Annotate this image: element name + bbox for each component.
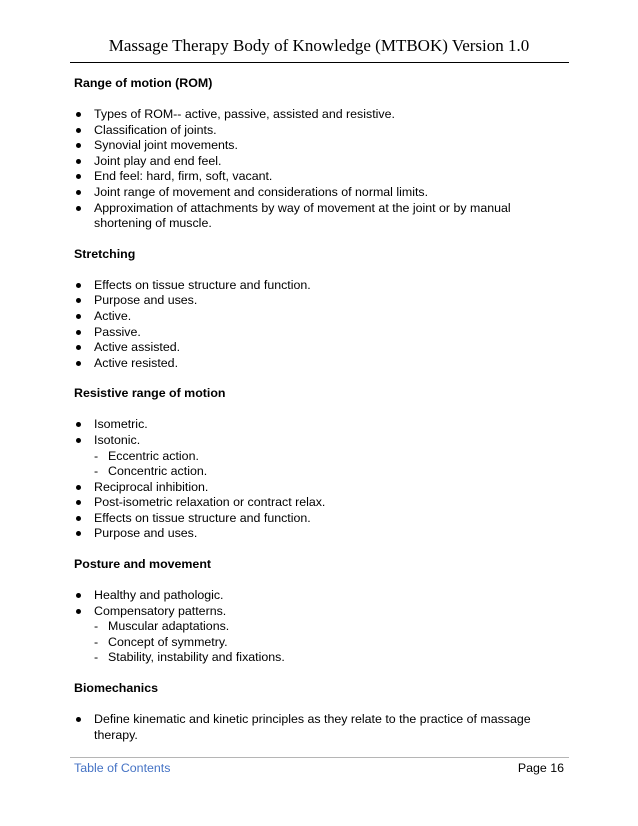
bullet-icon bbox=[76, 174, 81, 179]
bullet-icon bbox=[76, 206, 81, 211]
section-heading: Biomechanics bbox=[74, 681, 159, 696]
sub-list bbox=[94, 619, 564, 666]
bullet-list bbox=[74, 278, 564, 372]
sub-list-item bbox=[94, 464, 564, 480]
list-item bbox=[74, 588, 564, 604]
sub-list-item-text: Concentric action. bbox=[108, 464, 208, 479]
list-item-text: Effects on tissue structure and function. bbox=[94, 277, 311, 292]
bullet-icon bbox=[76, 330, 81, 335]
bullet-icon bbox=[76, 298, 81, 303]
bullet-list bbox=[74, 107, 564, 232]
list-item bbox=[74, 340, 564, 356]
bullet-icon bbox=[76, 314, 81, 319]
list-item bbox=[74, 293, 564, 309]
bullet-icon bbox=[76, 361, 81, 366]
page-header-title: Massage Therapy Body of Knowledge (MTBOK) Version 1.0 bbox=[108, 36, 530, 55]
sub-list-item bbox=[94, 619, 564, 635]
bullet-icon bbox=[76, 422, 81, 427]
list-item bbox=[74, 278, 564, 294]
list-item bbox=[74, 309, 564, 325]
bullet-icon bbox=[76, 609, 81, 614]
sub-list-item-text: Muscular adaptations. bbox=[108, 619, 230, 634]
sub-list-item bbox=[94, 635, 564, 651]
sub-list-item bbox=[94, 650, 564, 666]
section-heading: Stretching bbox=[74, 246, 136, 261]
bullet-icon bbox=[76, 500, 81, 505]
table-of-contents-link[interactable]: Table of Contents bbox=[74, 761, 171, 775]
list-item bbox=[74, 154, 564, 170]
list-item-text: Active resisted. bbox=[94, 355, 179, 370]
list-item bbox=[74, 526, 564, 542]
bullet-icon bbox=[76, 190, 81, 195]
list-item bbox=[74, 169, 564, 185]
list-item-text: Define kinematic and kinetic principles as they relate to the practice of massage therapy. bbox=[94, 712, 531, 742]
bullet-icon bbox=[76, 531, 81, 536]
list-item-text: Classification of joints. bbox=[94, 122, 217, 137]
list-item bbox=[74, 433, 564, 480]
header-divider bbox=[70, 62, 569, 63]
dash-icon: - bbox=[94, 619, 99, 634]
bullet-icon bbox=[76, 593, 81, 598]
list-item bbox=[74, 480, 564, 496]
list-item bbox=[74, 138, 564, 154]
list-item bbox=[74, 604, 564, 666]
dash-icon: - bbox=[94, 464, 99, 479]
section-heading: Posture and movement bbox=[74, 557, 212, 572]
list-item-text: Joint range of movement and considerations of normal limits. bbox=[94, 184, 429, 199]
list-item-text: End feel: hard, firm, soft, vacant. bbox=[94, 169, 273, 184]
bullet-icon bbox=[76, 159, 81, 164]
sub-list-item-text: Concept of symmetry. bbox=[108, 634, 228, 649]
list-item-text: Purpose and uses. bbox=[94, 526, 198, 541]
sub-list-item-text: Eccentric action. bbox=[108, 448, 199, 463]
list-item bbox=[74, 185, 564, 201]
list-item-text: Healthy and pathologic. bbox=[94, 588, 224, 603]
page-number: Page 16 bbox=[517, 761, 564, 775]
list-item bbox=[74, 325, 564, 341]
bullet-icon bbox=[76, 717, 81, 722]
footer-divider bbox=[70, 757, 569, 758]
list-item bbox=[74, 201, 564, 232]
section-heading: Range of motion (ROM) bbox=[74, 76, 213, 90]
list-item-text: Passive. bbox=[94, 324, 141, 339]
bullet-icon bbox=[76, 345, 81, 350]
dash-icon: - bbox=[94, 650, 99, 665]
bullet-icon bbox=[76, 516, 81, 521]
list-item bbox=[74, 495, 564, 511]
bullet-icon bbox=[76, 143, 81, 148]
dash-icon: - bbox=[94, 448, 99, 463]
list-item-text: Isotonic. bbox=[94, 432, 141, 447]
sub-list-item bbox=[94, 449, 564, 465]
list-item-text: Reciprocal inhibition. bbox=[94, 479, 209, 494]
section-range-of-motion bbox=[74, 75, 564, 232]
list-item-text: Active assisted. bbox=[94, 340, 181, 355]
list-item bbox=[74, 107, 564, 123]
dash-icon: - bbox=[94, 634, 99, 649]
list-item-text: Active. bbox=[94, 308, 132, 323]
bullet-list bbox=[74, 417, 564, 542]
section-resistive-range-of-motion bbox=[74, 385, 564, 542]
bullet-icon bbox=[76, 485, 81, 490]
list-item bbox=[74, 511, 564, 527]
bullet-icon bbox=[76, 438, 81, 443]
bullet-icon bbox=[76, 128, 81, 133]
section-heading: Resistive range of motion bbox=[74, 386, 226, 401]
list-item-text: Purpose and uses. bbox=[94, 293, 198, 308]
section-biomechanics bbox=[74, 680, 564, 743]
list-item-text: Post-isometric relaxation or contract relax. bbox=[94, 495, 326, 510]
bullet-list bbox=[74, 588, 564, 666]
document-body bbox=[74, 75, 564, 757]
list-item bbox=[74, 356, 564, 372]
list-item-text: Approximation of attachments by way of movement at the joint or by manual shortening of muscle. bbox=[94, 200, 511, 231]
section-stretching bbox=[74, 246, 564, 372]
bullet-list bbox=[74, 712, 564, 743]
bullet-icon bbox=[76, 112, 81, 117]
list-item-text: Compensatory patterns. bbox=[94, 603, 227, 618]
bullet-icon bbox=[76, 283, 81, 288]
section-posture-and-movement bbox=[74, 556, 564, 666]
list-item-text: Types of ROM-- active, passive, assisted and resistive. bbox=[94, 107, 395, 121]
list-item-text: Isometric. bbox=[94, 417, 148, 432]
sub-list-item-text: Stability, instability and fixations. bbox=[108, 650, 285, 665]
sub-list bbox=[94, 449, 564, 480]
list-item bbox=[74, 123, 564, 139]
list-item-text: Synovial joint movements. bbox=[94, 138, 238, 153]
list-item-text: Joint play and end feel. bbox=[94, 153, 222, 168]
list-item bbox=[74, 712, 564, 743]
list-item bbox=[74, 417, 564, 433]
list-item-text: Effects on tissue structure and function. bbox=[94, 510, 311, 525]
